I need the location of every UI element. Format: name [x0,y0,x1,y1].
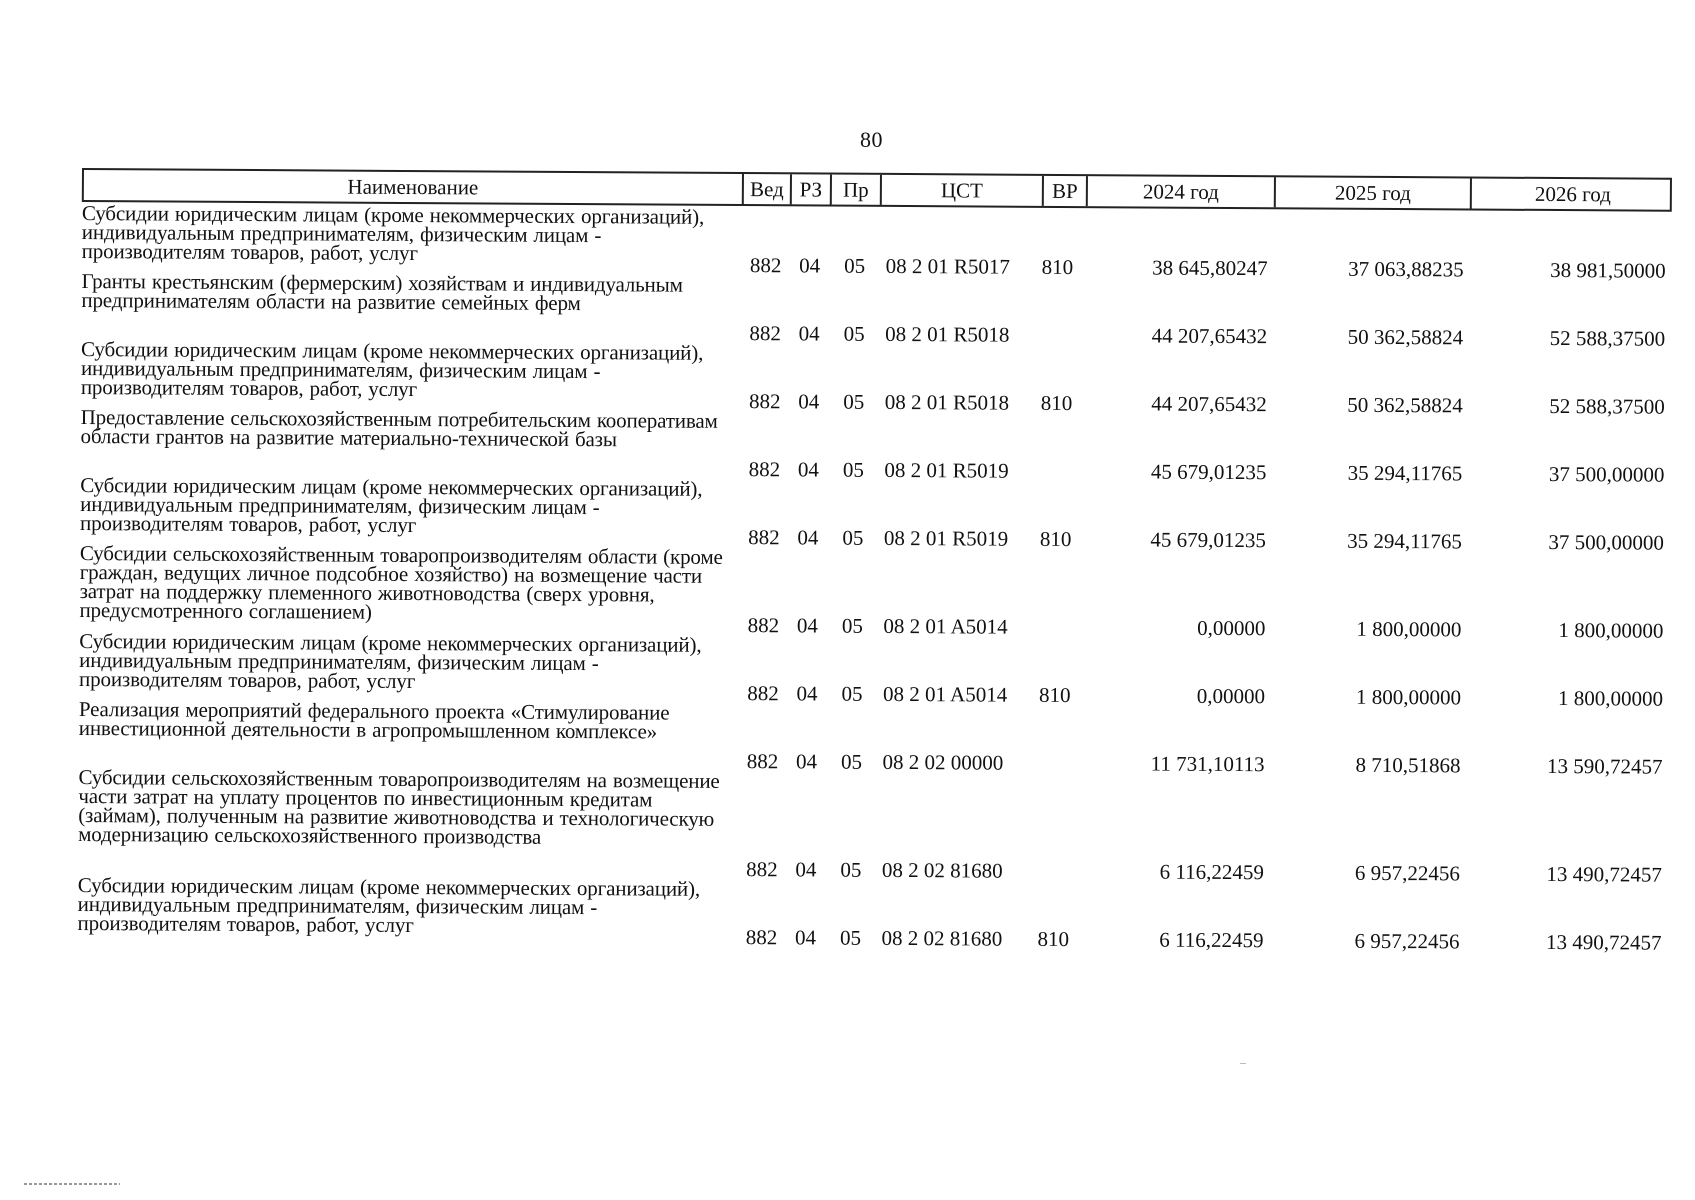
cell-ved: 882 [749,321,782,346]
cell-2026: 13 490,72457 [1545,929,1662,955]
cell-ved: 882 [747,681,779,706]
cell-2025: 35 294,11765 [1347,460,1463,486]
cell-rz: 04 [796,681,818,706]
cell-2025: 37 063,88235 [1348,256,1464,282]
cell-rz: 04 [797,457,819,482]
cell-cst: 08 2 01 A5014 [883,613,1008,639]
cell-2024: 11 731,10113 [1150,751,1265,777]
cell-ved: 882 [749,253,782,278]
cell-vr: 810 [1040,390,1073,416]
cell-pr: 05 [842,525,864,550]
cell-rz: 04 [796,613,818,638]
cell-2024: 6 116,22459 [1159,859,1265,885]
cell-2026: 38 981,50000 [1550,257,1666,283]
cell-ved: 882 [746,749,779,774]
header-ved: Вед [744,174,792,204]
cell-2024: 45 679,01235 [1150,527,1267,553]
cell-rz: 04 [796,749,818,774]
header-pr: Пр [832,175,882,205]
cell-ved: 882 [747,613,780,638]
page-number: 80 [860,127,883,152]
cell-pr: 05 [843,321,865,346]
cell-cst: 08 2 02 81680 [881,857,1003,883]
cell-cst: 08 2 01 R5017 [885,253,1010,279]
row-name: Гранты крестьянским (фермерским) хозяйствам и индивидуальным предпринимателям области на развитие семейных ферм [81,268,683,316]
cell-2026: 52 588,37500 [1549,325,1666,351]
row-name: Предоставление сельскохозяйственным потребительским кооперативам области грантов на развитие материально-технической базы [80,404,718,452]
cell-cst: 08 2 01 R5019 [883,525,1009,551]
cell-2024: 44 207,65432 [1151,391,1267,417]
row-name: Субсидии юридическим лицам (кроме некоммерческих организаций), индивидуальным предпринимателям, физическим лицам - производителям товаров, работ, услуг [79,472,703,538]
cell-pr: 05 [840,857,862,882]
cell-pr: 05 [839,925,862,950]
cell-2025: 8 710,51868 [1355,752,1461,778]
cell-pr: 05 [841,681,863,706]
row-name: Субсидии юридическим лицам (кроме некоммерческих организаций), индивидуальным предпринимателям, физическим лицам - производителям товаров, работ, услуг [79,628,702,694]
cell-ved: 882 [748,389,781,414]
cell-2025: 1 800,00000 [1355,684,1462,710]
cell-2024: 44 207,65432 [1151,323,1268,349]
cell-ved: 882 [748,457,781,482]
cell-cst: 08 2 02 00000 [882,749,1004,775]
cell-vr: 810 [1038,682,1071,708]
scan-speck [1240,1063,1246,1064]
cell-2024: 0,00000 [1196,683,1266,709]
cell-pr: 05 [844,253,866,278]
cell-rz: 04 [795,857,817,882]
row-name: Реализация мероприятий федерального проекта «Стимулирование инвестиционной деятельности в агропромышленном комплексе» [78,696,670,744]
cell-vr: 810 [1041,254,1074,280]
cell-cst: 08 2 02 81680 [881,925,1003,951]
header-rz: РЗ [792,174,832,204]
cell-2024: 6 116,22459 [1159,927,1264,953]
cell-2025: 1 800,00000 [1356,616,1462,642]
cell-vr: 810 [1039,526,1072,552]
cell-2025: 50 362,58824 [1347,324,1464,350]
table-row [77,872,1667,955]
scan-margin-mark [24,1183,120,1185]
cell-2025: 50 362,58824 [1347,392,1463,418]
cell-ved: 882 [748,525,780,550]
cell-cst: 08 2 01 A5014 [882,681,1008,707]
cell-2025: 6 957,22456 [1354,928,1460,954]
cell-2024: 38 645,80247 [1152,255,1268,281]
cell-2026: 52 588,37500 [1549,393,1665,419]
row-name: Субсидии сельскохозяйственным товаропроизводителям области (кроме граждан, ведущих личное подсобное хозяйство) на возмещение части затрат на поддержку племенного животноводства (сверх уровня, предусмотренного соглашением) [79,540,723,624]
cell-2025: 6 957,22456 [1354,860,1460,886]
cell-2026: 13 490,72457 [1546,861,1662,887]
cell-rz: 04 [798,321,820,346]
header-2025: 2025 год [1276,177,1472,208]
header-2026: 2026 год [1534,181,1611,207]
row-name: Субсидии сельскохозяйственным товаропроизводителям на возмещение части затрат на уплату процентов по инвестиционным кредитам (займам), полученным на развитие животноводства и технологическую модернизацию сельскохозяйственного производства [78,764,720,849]
cell-rz: 04 [798,389,820,414]
cell-2026: 13 590,72457 [1547,753,1663,779]
cell-pr: 05 [841,613,863,638]
row-name: Субсидии юридическим лицам (кроме некоммерческих организаций), индивидуальным предпринимателям, физическим лицам - производителям товаров, работ, услуг [81,201,705,266]
cell-pr: 05 [841,749,863,774]
header-cst: ЦСТ [882,175,1044,206]
cell-2026: 37 500,00000 [1548,461,1665,487]
cell-pr: 05 [843,389,865,414]
cell-vr: 810 [1037,926,1070,952]
cell-2024: 0,00000 [1197,615,1266,641]
header-2024: 2024 год [1088,176,1276,207]
row-name: Субсидии юридическим лицам (кроме некоммерческих организаций), индивидуальным предпринимателям, физическим лицам - производителям товаров, работ, услуг [77,872,701,938]
cell-ved: 882 [745,925,778,950]
row-name: Субсидии юридическим лицам (кроме некоммерческих организаций), индивидуальным предпринимателям, физическим лицам - производителям товаров, работ, услуг [80,336,704,402]
cell-cst: 08 2 01 R5018 [884,389,1010,415]
cell-cst: 08 2 01 R5019 [884,457,1009,483]
cell-2026: 1 800,00000 [1558,618,1664,643]
header-name: Наименование [84,170,744,204]
cell-rz: 04 [799,253,821,278]
cell-rz: 04 [797,525,819,550]
cell-2024: 45 679,01235 [1150,459,1267,485]
budget-table [77,168,1672,955]
cell-2026: 1 800,00000 [1557,686,1664,711]
cell-2025: 35 294,11765 [1347,528,1463,554]
cell-cst: 08 2 01 R5018 [885,321,1010,347]
header-vr: ВР [1044,176,1088,206]
cell-ved: 882 [746,857,778,882]
cell-rz: 04 [794,925,817,950]
table-body [77,202,1672,954]
cell-2026: 37 500,00000 [1548,529,1665,555]
cell-pr: 05 [842,457,864,482]
